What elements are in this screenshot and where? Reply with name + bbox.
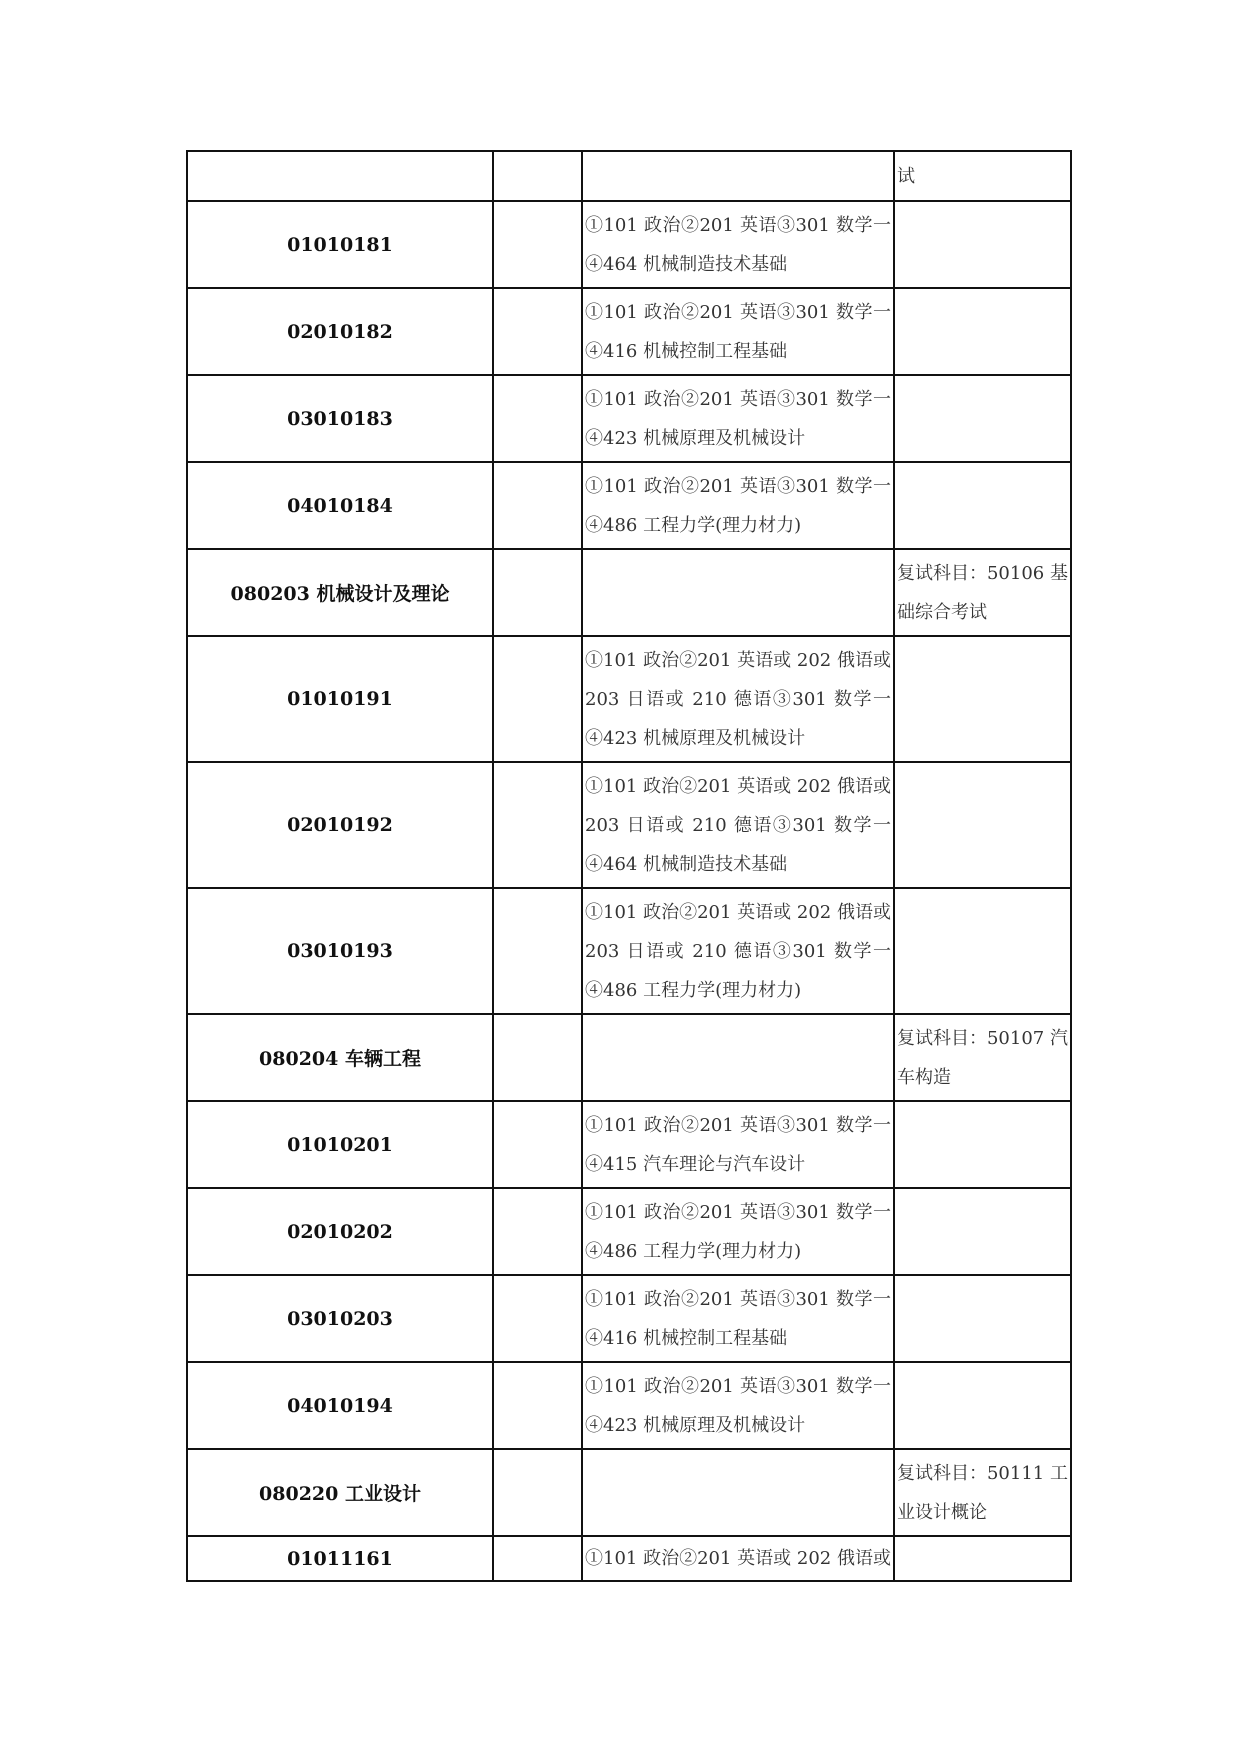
exam-subject-line: ④423 机械原理及机械设计 [585,727,806,749]
exam-subject-line: ①101 政治②201 英语③301 数学一 [585,1375,891,1397]
exam-subject-line: 203 日语或 210 德语③301 数学一 [585,814,891,836]
major-code-cell: 04010194 [187,1362,493,1449]
major-code-cell: 01010181 [187,201,493,288]
exam-subject-line: ④464 机械制造技术基础 [585,853,788,875]
exam-subject-line: ①101 政治②201 英语或 202 俄语或 [585,1548,891,1569]
major-code-cell: 02010182 [187,288,493,375]
empty-cell [493,201,582,288]
table-row [187,288,1071,375]
exam-subject-line: ④423 机械原理及机械设计 [585,1414,806,1436]
exam-subjects-cell [582,1014,894,1101]
major-code-cell: 080220 工业设计 [187,1449,493,1536]
table-row [187,375,1071,462]
major-code-cell: 01011161 [187,1536,493,1581]
retest-note-cell [894,1188,1071,1275]
admission-subjects-table [186,150,1072,1582]
empty-cell [493,1014,582,1101]
exam-subject-line: ①101 政治②201 英语③301 数学一 [585,475,891,497]
exam-subject-line: ①101 政治②201 英语或 202 俄语或 [585,775,891,797]
retest-note-cell [894,1014,1071,1101]
exam-subjects-cell [582,1188,894,1275]
exam-subject-line: ①101 政治②201 英语③301 数学一 [585,1114,891,1136]
exam-subjects-cell [582,549,894,636]
exam-subjects-cell [582,1101,894,1188]
exam-subject-line: ①101 政治②201 英语③301 数学一 [585,388,891,410]
table-row [187,1449,1071,1536]
retest-note-cell [894,151,1071,201]
table-row [187,1362,1071,1449]
empty-cell [493,549,582,636]
exam-subject-line: 203 日语或 210 德语③301 数学一 [585,688,891,710]
major-code-cell: 01010201 [187,1101,493,1188]
exam-subject-line: ①101 政治②201 英语③301 数学一 [585,1201,891,1223]
exam-subjects-cell [582,1362,894,1449]
major-code-cell: 03010193 [187,888,493,1014]
empty-cell [493,288,582,375]
exam-subjects-cell [582,462,894,549]
major-code-cell: 02010202 [187,1188,493,1275]
retest-note-line: 业设计概论 [896,1501,987,1523]
table-row [187,1275,1071,1362]
exam-subject-line: ①101 政治②201 英语③301 数学一 [585,214,891,236]
exam-subject-line: ④486 工程力学(理力材力) [585,514,802,536]
exam-subject-line: ④486 工程力学(理力材力) [585,979,802,1001]
table-row [187,1014,1071,1101]
major-code-cell: 02010192 [187,762,493,888]
retest-note-line: 车构造 [896,1066,951,1088]
empty-cell [493,375,582,462]
retest-note-cell [894,462,1071,549]
exam-subject-line: ①101 政治②201 英语或 202 俄语或 [585,649,891,671]
exam-subjects-cell [582,888,894,1014]
exam-subjects-cell [582,1449,894,1536]
retest-note-cell [894,1536,1071,1581]
retest-note-line: 复试科目：50111 工 [896,1462,1068,1484]
major-code-cell: 080203 机械设计及理论 [187,549,493,636]
retest-note-cell [894,201,1071,288]
empty-cell [493,762,582,888]
empty-cell [493,462,582,549]
exam-subject-line: ①101 政治②201 英语③301 数学一 [585,301,891,323]
empty-cell [493,1362,582,1449]
exam-subject-line: ④464 机械制造技术基础 [585,253,788,275]
retest-note-cell [894,636,1071,762]
empty-cell [493,1101,582,1188]
major-code-cell: 03010183 [187,375,493,462]
table-row [187,1536,1071,1581]
exam-subject-line: 203 日语或 210 德语③301 数学一 [585,940,891,962]
table-row [187,636,1071,762]
major-code-cell [187,151,493,201]
exam-subject-line: ④423 机械原理及机械设计 [585,427,806,449]
exam-subjects-cell [582,288,894,375]
exam-subjects-cell [582,151,894,201]
retest-note-cell [894,288,1071,375]
exam-subject-line: ④416 机械控制工程基础 [585,340,788,362]
table-row [187,549,1071,636]
exam-subjects-cell [582,1275,894,1362]
exam-subjects-cell [582,375,894,462]
major-code-cell: 03010203 [187,1275,493,1362]
retest-note-line: 础综合考试 [896,601,987,623]
table-row [187,1101,1071,1188]
major-code-cell: 04010184 [187,462,493,549]
retest-note-cell [894,1275,1071,1362]
retest-note-cell [894,762,1071,888]
table-row [187,888,1071,1014]
retest-note-cell [894,375,1071,462]
retest-note-cell [894,1362,1071,1449]
exam-subjects-cell [582,636,894,762]
retest-note-line: 复试科目：50106 基 [896,562,1068,584]
retest-note-cell [894,888,1071,1014]
table-row [187,462,1071,549]
table-row [187,151,1071,201]
exam-subject-line: ④416 机械控制工程基础 [585,1327,788,1349]
table-row [187,762,1071,888]
exam-subject-line: ①101 政治②201 英语或 202 俄语或 [585,901,891,923]
table-row [187,1188,1071,1275]
exam-subject-line: ④486 工程力学(理力材力) [585,1240,802,1262]
exam-subject-line: ④415 汽车理论与汽车设计 [585,1153,806,1175]
empty-cell [493,1275,582,1362]
empty-cell [493,1188,582,1275]
retest-note-cell [894,1449,1071,1536]
empty-cell [493,151,582,201]
major-code-cell: 01010191 [187,636,493,762]
empty-cell [493,1536,582,1581]
table-row [187,201,1071,288]
empty-cell [493,1449,582,1536]
exam-subject-line: ①101 政治②201 英语③301 数学一 [585,1288,891,1310]
retest-note-line: 复试科目：50107 汽 [896,1027,1068,1049]
major-code-cell: 080204 车辆工程 [187,1014,493,1101]
exam-subjects-cell [582,762,894,888]
empty-cell [493,636,582,762]
retest-note-cell [894,549,1071,636]
retest-note-line: 试 [896,165,915,187]
retest-note-cell [894,1101,1071,1188]
table-body [187,151,1071,1581]
exam-subjects-cell [582,1536,894,1581]
empty-cell [493,888,582,1014]
exam-subjects-cell [582,201,894,288]
